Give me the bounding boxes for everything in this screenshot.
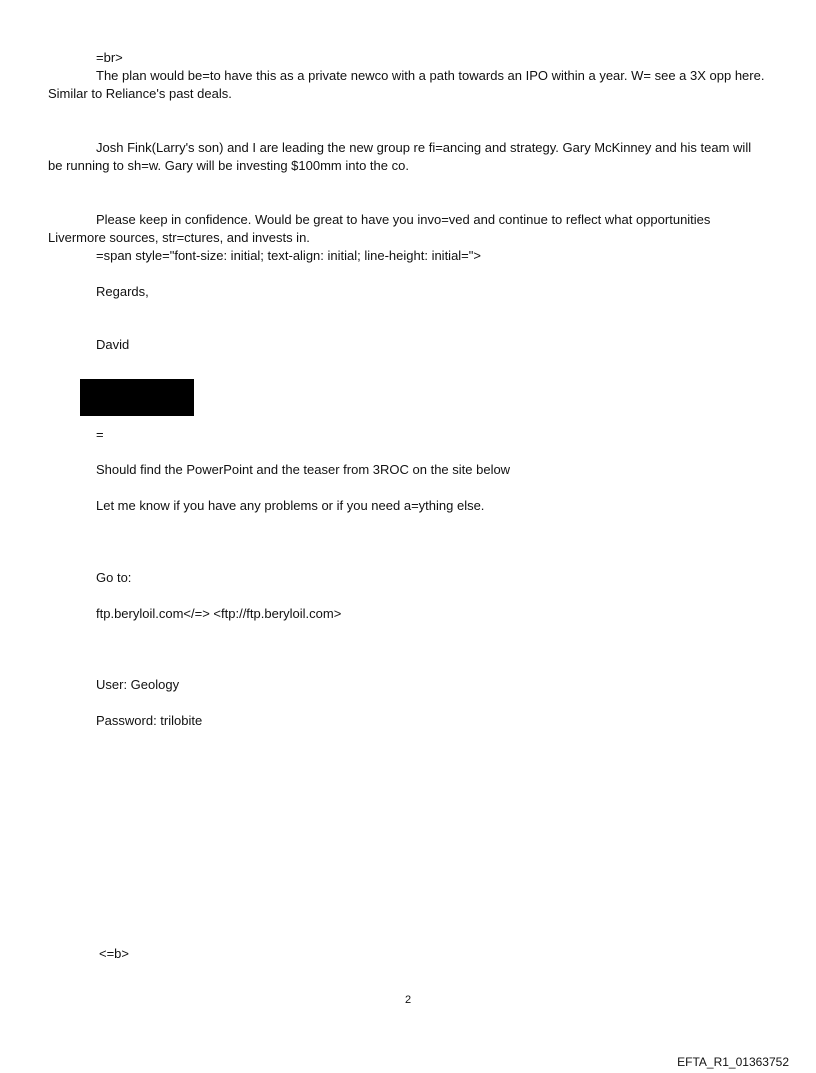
signature-name: David — [96, 337, 130, 352]
redaction-block — [80, 379, 194, 416]
go-to-label: Go to: — [96, 570, 132, 585]
paragraph-leadership: Josh Fink(Larry's son) and I are leading the new group re fi=ancing and strategy. Gary McKinney and his team will be running to sh=w. Gary will be investing $100mm into the co. — [48, 140, 752, 173]
paragraph-plan: The plan would be=to have this as a private newco with a path towards an IPO within a year. W= see a 3X opp here. Similar to Reliance's past deals. — [48, 68, 765, 101]
ftp-address: ftp.beryloil.com</=> <ftp://ftp.beryloil.com> — [96, 606, 342, 621]
ftp-password: Password: trilobite — [96, 713, 203, 728]
equals-fragment: = — [96, 427, 104, 442]
instruction-find-files: Should find the PowerPoint and the teaser from 3ROC on the site below — [96, 462, 511, 477]
html-b-fragment: <=b> — [99, 946, 130, 961]
html-br-fragment: =br> — [96, 50, 123, 65]
closing-regards: Regards, — [96, 284, 149, 299]
paragraph-confidence: Please keep in confidence. Would be great to have you invo=ved and continue to reflect what opportunities Livermore sources, str=ctures, and invests in. — [48, 212, 711, 245]
html-span-fragment: =span style="font-size: initial; text-align: initial; line-height: initial="> — [96, 248, 481, 263]
ftp-user: User: Geology — [96, 677, 180, 692]
instruction-contact: Let me know if you have any problems or if you need a=ything else. — [96, 498, 485, 513]
page-number: 2 — [404, 994, 412, 1006]
bates-number: EFTA_R1_01363752 — [677, 1055, 789, 1069]
